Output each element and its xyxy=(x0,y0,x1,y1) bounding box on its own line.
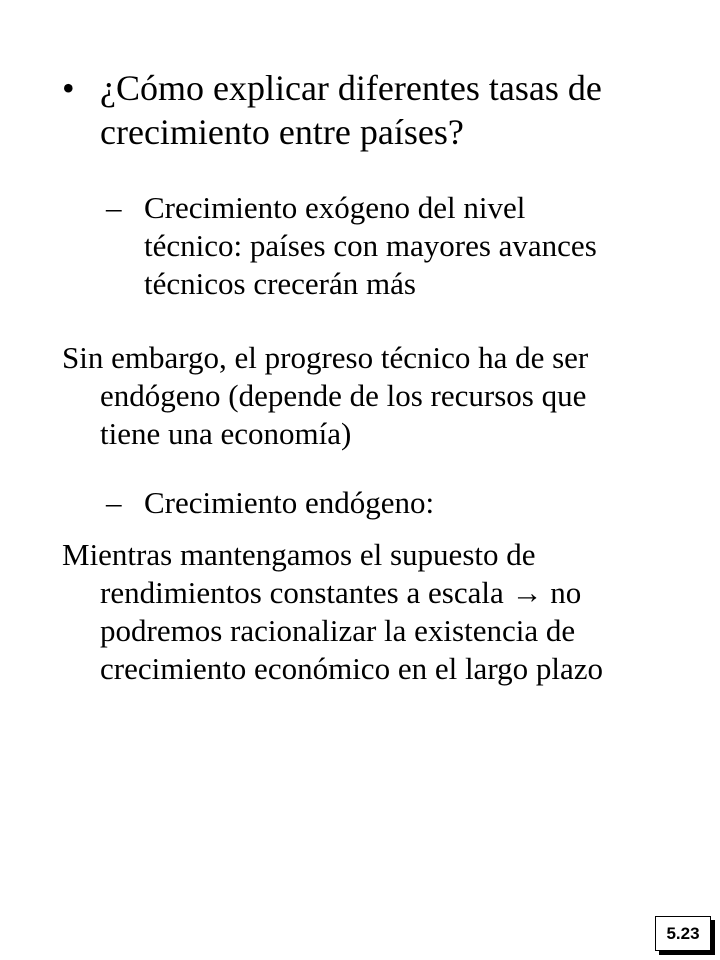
slide-number: 5.23 xyxy=(666,923,700,943)
slide-number-badge xyxy=(655,916,711,951)
paragraph-2-line-4: crecimiento económico en el largo plazo xyxy=(100,651,603,686)
dash-symbol: – xyxy=(106,485,122,520)
paragraph-1-line-2: endógeno (depende de los recursos que xyxy=(100,378,587,413)
bullet-symbol: • xyxy=(62,68,75,108)
sub-bullet-1-line-3: técnicos crecerán más xyxy=(144,266,416,301)
paragraph-1-line-1: Sin embargo, el progreso técnico ha de ser xyxy=(62,340,589,375)
dash-symbol: – xyxy=(106,190,122,225)
paragraph-1-line-3: tiene una economía) xyxy=(100,416,352,451)
paragraph-2-line-1: Mientras mantengamos el supuesto de xyxy=(62,537,536,572)
sub-bullet-1-line-2: técnico: países con mayores avances xyxy=(144,228,597,263)
paragraph-2-line-2: rendimientos constantes a escala → no xyxy=(100,575,582,610)
sub-bullet-1-line-1: Crecimiento exógeno del nivel xyxy=(144,190,526,225)
bullet-1-line-1: ¿Cómo explicar diferentes tasas de xyxy=(100,68,602,108)
bullet-1-line-2: crecimiento entre países? xyxy=(100,112,464,152)
paragraph-2-line-3: podremos racionalizar la existencia de xyxy=(100,613,576,648)
sub-bullet-2-line-1: Crecimiento endógeno: xyxy=(144,485,435,520)
